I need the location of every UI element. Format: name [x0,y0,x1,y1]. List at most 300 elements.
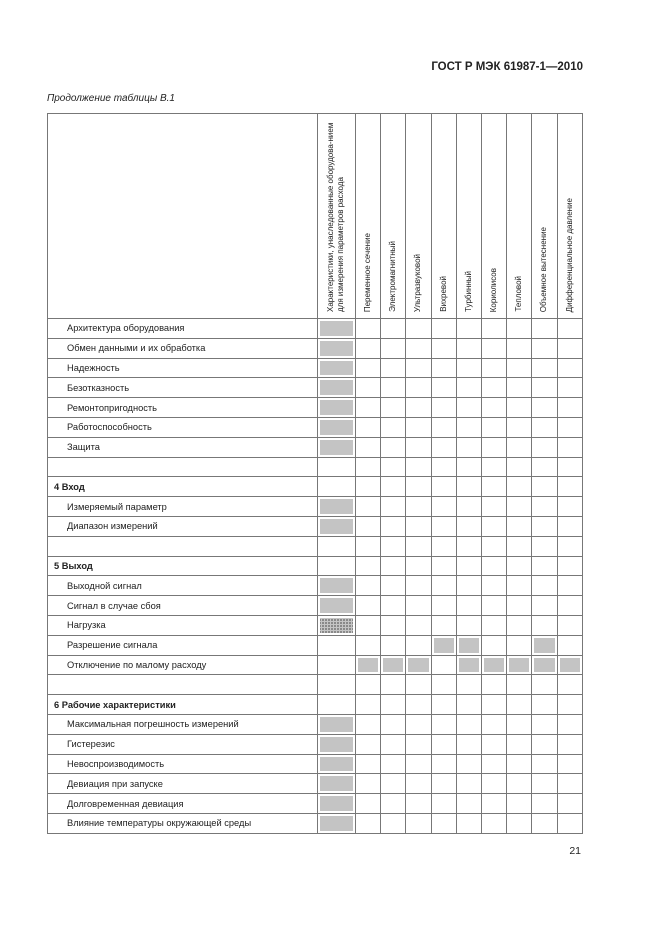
table-row [48,497,583,517]
empty-cell [381,695,406,715]
empty-cell [507,457,532,477]
empty-cell [456,813,481,833]
empty-cell [481,635,506,655]
empty-cell [318,635,356,655]
empty-cell [431,655,456,675]
empty-cell [406,556,431,576]
empty-cell [532,754,557,774]
empty-cell [381,615,406,635]
empty-cell [507,695,532,715]
table-row [48,655,583,675]
empty-cell [406,338,431,358]
empty-cell [456,556,481,576]
empty-cell [557,813,582,833]
empty-cell [381,417,406,437]
page-number: 21 [569,845,581,857]
empty-cell [381,497,406,517]
empty-cell [456,754,481,774]
empty-cell [557,358,582,378]
column-header-label: Дифференциальное давление [564,197,574,312]
empty-cell [456,398,481,418]
empty-cell [456,774,481,794]
empty-cell [481,813,506,833]
empty-cell [356,675,381,695]
dotted-cell [318,615,356,635]
empty-cell [481,675,506,695]
empty-cell [381,319,406,339]
empty-cell [431,417,456,437]
empty-cell [456,378,481,398]
empty-cell [318,695,356,715]
column-header-label: Объемное вытеснение [539,226,549,312]
empty-cell [481,754,506,774]
empty-cell [381,813,406,833]
empty-cell [318,675,356,695]
empty-cell [356,378,381,398]
empty-cell [557,596,582,616]
shaded-cell [507,655,532,675]
row-label: Девиация при запуске [48,774,318,794]
empty-cell [481,734,506,754]
column-header-label: Характеристики, унаследованные оборудова-нием для измерения параметров расхода [325,122,345,312]
empty-cell [356,358,381,378]
empty-cell [481,358,506,378]
empty-cell [431,556,456,576]
empty-cell [532,516,557,536]
empty-cell [356,398,381,418]
empty-cell [406,576,431,596]
empty-cell [456,457,481,477]
empty-cell [481,319,506,339]
empty-cell [406,477,431,497]
column-header-label: Электромагнитный [388,241,398,312]
table-row [48,358,583,378]
table-row [48,615,583,635]
empty-cell [406,754,431,774]
empty-cell [532,556,557,576]
empty-cell [532,378,557,398]
empty-cell [431,516,456,536]
empty-cell [431,319,456,339]
empty-cell [406,675,431,695]
empty-cell [532,714,557,734]
empty-cell [431,457,456,477]
empty-cell [532,338,557,358]
row-label: Ремонтопригодность [48,398,318,418]
empty-cell [456,794,481,814]
empty-cell [507,358,532,378]
empty-cell [507,477,532,497]
empty-cell [356,497,381,517]
row-label: Выходной сигнал [48,576,318,596]
empty-cell [532,477,557,497]
table-row [48,457,583,477]
table-row [48,417,583,437]
empty-cell [318,477,356,497]
shaded-cell [318,437,356,457]
empty-cell [557,615,582,635]
empty-cell [381,774,406,794]
empty-cell [456,714,481,734]
empty-cell [557,319,582,339]
row-label: Влияние температуры окружающей среды [48,813,318,833]
row-label: Диапазон измерений [48,516,318,536]
shaded-cell [318,358,356,378]
column-header [557,114,582,319]
empty-cell [532,417,557,437]
empty-cell [406,497,431,517]
empty-cell [456,358,481,378]
empty-cell [532,576,557,596]
empty-cell [481,556,506,576]
empty-cell [456,675,481,695]
empty-cell [532,596,557,616]
shaded-cell [318,319,356,339]
empty-cell [406,516,431,536]
empty-cell [431,734,456,754]
row-label: Обмен данными и их обработка [48,338,318,358]
row-label: 5 Выход [48,556,318,576]
empty-cell [507,497,532,517]
table-row [48,596,583,616]
shaded-cell [381,655,406,675]
empty-cell [557,734,582,754]
empty-cell [406,734,431,754]
empty-cell [431,497,456,517]
empty-cell [406,378,431,398]
empty-cell [456,695,481,715]
empty-cell [381,516,406,536]
empty-cell [356,615,381,635]
empty-cell [507,714,532,734]
empty-cell [507,319,532,339]
column-header-label: Кориолисов [489,267,499,312]
header-empty-cell [48,114,318,319]
empty-cell [507,635,532,655]
empty-cell [431,576,456,596]
row-label [48,457,318,477]
empty-cell [406,695,431,715]
empty-cell [481,457,506,477]
empty-cell [507,813,532,833]
table-row [48,536,583,556]
row-label: 6 Рабочие характеристики [48,695,318,715]
row-label: Нагрузка [48,615,318,635]
table-row [48,437,583,457]
empty-cell [406,813,431,833]
shaded-cell [532,635,557,655]
empty-cell [318,655,356,675]
empty-cell [431,536,456,556]
shaded-cell [318,596,356,616]
column-header [532,114,557,319]
empty-cell [431,714,456,734]
empty-cell [532,497,557,517]
empty-cell [456,319,481,339]
empty-cell [431,754,456,774]
empty-cell [318,457,356,477]
row-label: 4 Вход [48,477,318,497]
empty-cell [481,774,506,794]
empty-cell [532,734,557,754]
empty-cell [381,596,406,616]
table-continuation-caption: Продолжение таблицы В.1 [47,93,175,104]
empty-cell [507,734,532,754]
row-label: Максимальная погрешность измерений [48,714,318,734]
empty-cell [431,695,456,715]
empty-cell [507,417,532,437]
empty-cell [356,477,381,497]
empty-cell [356,338,381,358]
shaded-cell [557,655,582,675]
empty-cell [406,398,431,418]
column-header [356,114,381,319]
column-header [456,114,481,319]
empty-cell [406,615,431,635]
empty-cell [381,556,406,576]
column-header-label: Вихревой [438,276,448,312]
empty-cell [557,774,582,794]
empty-cell [381,675,406,695]
empty-cell [507,437,532,457]
empty-cell [532,437,557,457]
empty-cell [557,754,582,774]
table-row [48,813,583,833]
empty-cell [507,516,532,536]
empty-cell [532,615,557,635]
shaded-cell [456,635,481,655]
row-label: Сигнал в случае сбоя [48,596,318,616]
empty-cell [532,794,557,814]
empty-cell [532,319,557,339]
empty-cell [456,536,481,556]
shaded-cell [318,754,356,774]
table-row [48,734,583,754]
empty-cell [507,536,532,556]
empty-cell [318,556,356,576]
empty-cell [507,774,532,794]
empty-cell [481,398,506,418]
empty-cell [456,576,481,596]
table-row [48,774,583,794]
empty-cell [381,576,406,596]
empty-cell [431,794,456,814]
empty-cell [356,794,381,814]
shaded-cell [318,398,356,418]
empty-cell [507,794,532,814]
row-label [48,675,318,695]
empty-cell [557,576,582,596]
column-header [431,114,456,319]
shaded-cell [356,655,381,675]
empty-cell [456,338,481,358]
empty-cell [356,457,381,477]
row-label: Измеряемый параметр [48,497,318,517]
empty-cell [381,635,406,655]
shaded-cell [431,635,456,655]
row-label: Отключение по малому расходу [48,655,318,675]
table-row [48,338,583,358]
empty-cell [456,516,481,536]
shaded-cell [318,516,356,536]
empty-cell [557,398,582,418]
empty-cell [381,754,406,774]
table-row [48,378,583,398]
empty-cell [507,754,532,774]
empty-cell [356,516,381,536]
empty-cell [456,417,481,437]
section-row [48,556,583,576]
shaded-cell [318,813,356,833]
empty-cell [431,675,456,695]
table-row [48,398,583,418]
empty-cell [532,358,557,378]
column-header [318,114,356,319]
empty-cell [381,794,406,814]
shaded-cell [318,576,356,596]
empty-cell [481,576,506,596]
empty-cell [431,813,456,833]
table-row [48,516,583,536]
empty-cell [406,794,431,814]
empty-cell [356,596,381,616]
row-label: Защита [48,437,318,457]
standard-header: ГОСТ Р МЭК 61987-1—2010 [431,61,583,73]
empty-cell [381,437,406,457]
empty-cell [557,497,582,517]
empty-cell [456,477,481,497]
empty-cell [507,576,532,596]
table-row [48,794,583,814]
empty-cell [431,774,456,794]
empty-cell [557,675,582,695]
empty-cell [507,398,532,418]
shaded-cell [318,774,356,794]
empty-cell [557,714,582,734]
empty-cell [507,596,532,616]
empty-cell [557,457,582,477]
column-header-label: Тепловой [514,276,524,312]
empty-cell [481,516,506,536]
empty-cell [381,477,406,497]
empty-cell [481,596,506,616]
row-label: Гистерезис [48,734,318,754]
flow-characteristics-table [47,113,583,834]
table-row [48,754,583,774]
empty-cell [406,635,431,655]
table-row [48,675,583,695]
empty-cell [431,398,456,418]
empty-cell [431,358,456,378]
row-label: Надежность [48,358,318,378]
empty-cell [406,774,431,794]
empty-cell [507,615,532,635]
column-header [381,114,406,319]
table-header-row [48,114,583,319]
empty-cell [532,675,557,695]
empty-cell [557,536,582,556]
empty-cell [381,398,406,418]
row-label [48,536,318,556]
empty-cell [406,536,431,556]
empty-cell [481,437,506,457]
empty-cell [406,417,431,437]
shaded-cell [456,655,481,675]
empty-cell [356,556,381,576]
empty-cell [381,714,406,734]
empty-cell [356,714,381,734]
empty-cell [406,457,431,477]
column-header [481,114,506,319]
empty-cell [557,477,582,497]
table-row [48,576,583,596]
shaded-cell [318,714,356,734]
shaded-cell [532,655,557,675]
empty-cell [431,378,456,398]
empty-cell [406,319,431,339]
empty-cell [557,437,582,457]
empty-cell [481,338,506,358]
shaded-cell [318,417,356,437]
shaded-cell [318,497,356,517]
empty-cell [356,734,381,754]
empty-cell [381,338,406,358]
empty-cell [456,497,481,517]
empty-cell [356,536,381,556]
column-header-label: Ультразвуковой [413,253,423,312]
empty-cell [481,695,506,715]
shaded-cell [318,734,356,754]
empty-cell [557,635,582,655]
row-label: Архитектура оборудования [48,319,318,339]
empty-cell [381,457,406,477]
table-row [48,635,583,655]
empty-cell [481,417,506,437]
empty-cell [318,536,356,556]
empty-cell [481,378,506,398]
empty-cell [406,358,431,378]
empty-cell [557,695,582,715]
section-row [48,695,583,715]
empty-cell [532,457,557,477]
empty-cell [507,378,532,398]
section-row [48,477,583,497]
empty-cell [406,714,431,734]
row-label: Невоспроизводимость [48,754,318,774]
empty-cell [481,536,506,556]
empty-cell [481,615,506,635]
shaded-cell [318,378,356,398]
empty-cell [406,437,431,457]
table-row [48,319,583,339]
row-label: Разрешение сигнала [48,635,318,655]
empty-cell [481,714,506,734]
empty-cell [532,695,557,715]
empty-cell [356,576,381,596]
empty-cell [456,615,481,635]
empty-cell [481,477,506,497]
column-header-label: Турбинный [463,271,473,312]
empty-cell [557,417,582,437]
row-label: Работоспособность [48,417,318,437]
empty-cell [507,556,532,576]
empty-cell [481,497,506,517]
empty-cell [532,774,557,794]
empty-cell [557,516,582,536]
empty-cell [381,358,406,378]
empty-cell [356,754,381,774]
column-header-label: Переменное сечение [363,232,373,312]
